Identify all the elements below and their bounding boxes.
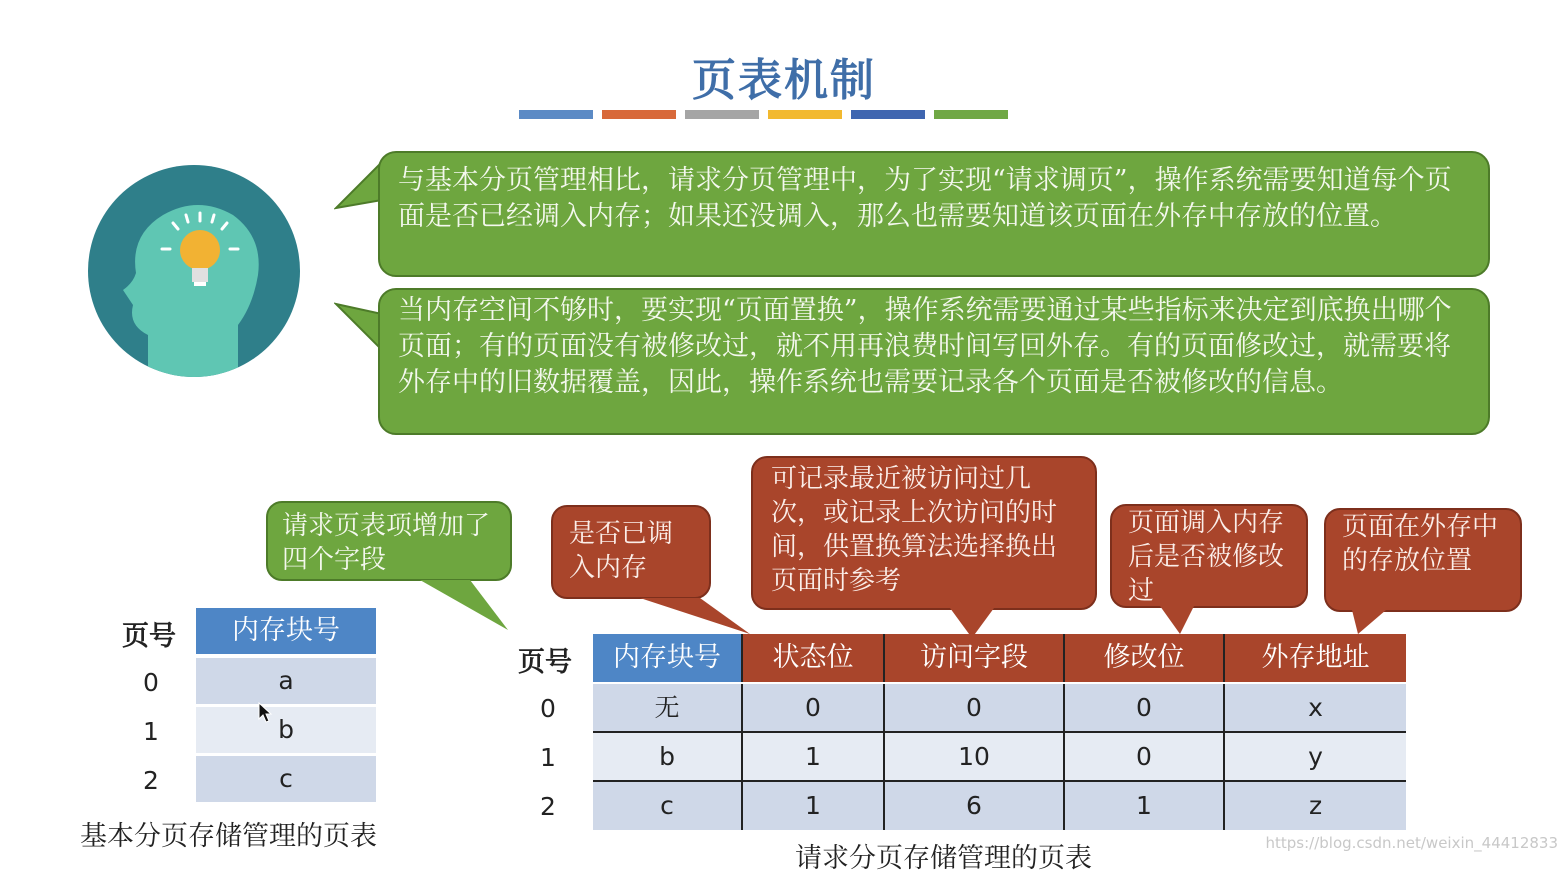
page-title: 页表机制 (692, 55, 876, 106)
page-number: 1 (143, 717, 159, 746)
page-number-label: 页号 (122, 621, 176, 652)
callout-text: 当内存空间不够时，要实现“页面置换”，操作系统需要通过某些指标来决定到底换出哪个页面；有的页面没有被修改过，就不用再浪费时间写回外存。有的页面修改过，就需要将外存中的旧数据覆盖，因此，操作系统也需要记录各个页面是否被修改的信息。 (398, 295, 1452, 398)
note-pointer (1160, 604, 1200, 636)
note-text: 是否已调入内存 (569, 519, 674, 583)
callout-demand-paging (378, 151, 1490, 277)
table-header: 修改位 (1063, 634, 1223, 682)
note-text: 页面在外存中的存放位置 (1342, 512, 1499, 576)
page-number: 0 (143, 668, 159, 697)
table-cell: c (593, 782, 741, 830)
color-bar (768, 110, 842, 119)
note-modified-bit (1110, 504, 1308, 608)
table-cell: 0 (1063, 684, 1223, 732)
table-cell: 1 (741, 782, 883, 830)
table-cell: b (196, 707, 376, 753)
mouse-cursor-icon (258, 702, 274, 724)
color-bar (851, 110, 925, 119)
row-divider (593, 780, 1406, 782)
table-header: 访问字段 (883, 634, 1063, 682)
note-pointer (640, 596, 760, 638)
color-bar (519, 110, 593, 119)
note-text: 请求页表项增加了四个字段 (282, 511, 491, 575)
note-text: 可记录最近被访问过几次，或记录上次访问的时间，供置换算法选择换出页面时参考 (771, 464, 1058, 596)
note-status-bit (551, 505, 711, 599)
table-cell: a (196, 658, 376, 704)
table-cell: c (196, 756, 376, 802)
row-divider (593, 731, 1406, 733)
table-cell: 0 (741, 684, 883, 732)
table-cell: 无 (593, 684, 741, 732)
watermark: https://blog.csdn.net/weixin_44412833 (1265, 834, 1558, 852)
page-number: 0 (540, 694, 556, 723)
callout-text: 与基本分页管理相比，请求分页管理中，为了实现“请求调页”，操作系统需要知道每个页面是否已经调入内存；如果还没调入，那么也需要知道该页面在外存中存放的位置。 (398, 165, 1452, 232)
thinking-head-icon (88, 165, 300, 377)
note-text: 页面调入内存后是否被修改过 (1128, 508, 1285, 606)
note-added-fields (266, 501, 512, 581)
table-header: 外存地址 (1223, 634, 1406, 682)
page-number: 2 (143, 766, 159, 795)
table-cell: 10 (883, 733, 1063, 781)
table-cell: 0 (1063, 733, 1223, 781)
color-bar (685, 110, 759, 119)
table-cell: y (1223, 733, 1406, 781)
table-cell: z (1223, 782, 1406, 830)
callout-page-replacement (378, 288, 1490, 435)
note-external-address (1324, 508, 1522, 612)
table-header: 内存块号 (593, 634, 741, 682)
table-header: 状态位 (741, 634, 883, 682)
note-pointer (1352, 608, 1392, 636)
table-cell: 6 (883, 782, 1063, 830)
table-cell: x (1223, 684, 1406, 732)
table-caption: 基本分页存储管理的页表 (80, 821, 377, 852)
page-number: 1 (540, 743, 556, 772)
table-cell: b (593, 733, 741, 781)
note-pointer (420, 578, 520, 638)
page-number-label: 页号 (518, 647, 572, 678)
note-access-field (751, 456, 1097, 610)
color-bar (602, 110, 676, 119)
color-bar (934, 110, 1008, 119)
table-caption: 请求分页存储管理的页表 (795, 843, 1092, 874)
page-number: 2 (540, 792, 556, 821)
table-cell: 1 (1063, 782, 1223, 830)
table-cell: 0 (883, 684, 1063, 732)
table-cell: 1 (741, 733, 883, 781)
table-header: 内存块号 (196, 608, 376, 654)
